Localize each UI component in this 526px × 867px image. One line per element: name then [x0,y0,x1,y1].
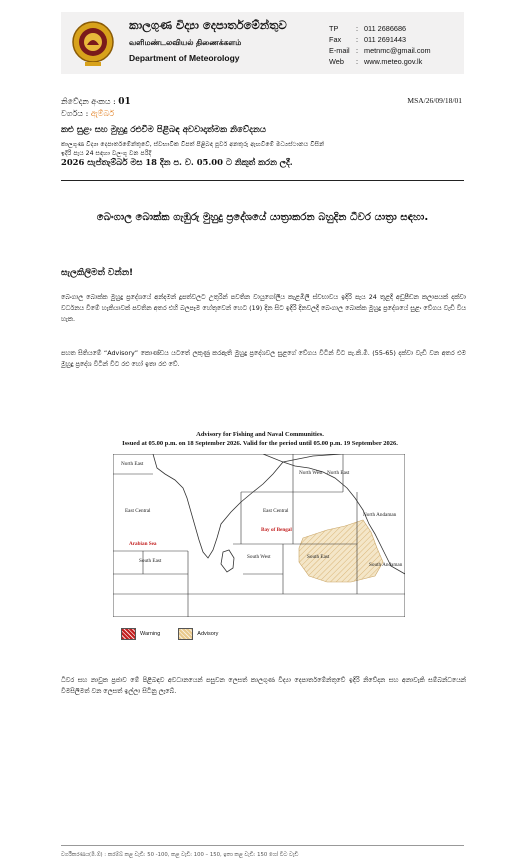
department-name-tamil: வளிமண்டலவியல் திணைக்களம் [129,38,242,47]
label-south-east-arabian: South East [139,558,162,564]
label-east-central-arabian: East Central [125,508,151,514]
label-north-east-bay: North East [327,470,350,476]
label-east-central-bay: East Central [263,508,289,514]
contact-key: Web [329,57,344,66]
bulletin-meta [61,96,131,119]
sri-lanka-emblem-icon [71,18,115,68]
label-arabian-sea: Arabian Sea [129,541,157,547]
contact-key: TP [329,24,339,33]
paragraph-situation: බෙංගාල බොක්ක මුහුදු ප්‍රදේශයේ අන්දමන් දූපත්වලට උතුරින් පවතින වායුගෝලීය කැළඹිලි ස්වභාවය ඉදිරි පැය 24 තුළදී අඩුපීඩන කලාපයක් දක්වා වර්ධනය වීමේ හැකියාවක් පවතින අතර එහි බලපෑම හේතුවෙන් හෙට (19) දින සිට ඉදිරි දිනවලදී බෙංගාල බොක්ක මුහුදු ප්‍රදේශයේ සුළං වේගය වැඩි විය හැක. [61,293,466,323]
bulletin-number: 01 [118,97,131,107]
map-legend [121,628,218,640]
warning-swatch [121,628,136,640]
divider [61,180,464,181]
label-south-andaman: South Andaman [369,562,403,568]
bulletin-title: කළු සුළං සහ මුහුදු රළුවීම පිළිබඳ අවවාදාත්මක නිවේදනය [61,125,267,135]
contact-value[interactable]: metnmc@gmail.com [364,46,431,55]
caution-heading: සැලකිලිමත් වන්න! [61,268,134,278]
contact-email: E-mail : metnmc@gmail.com [329,46,431,55]
map-title [100,431,420,448]
letterhead [61,12,464,74]
footer-divider [61,845,464,846]
contact-block [329,23,431,67]
issue-line-3: 2026 සැප්තැම්බර් මස 18 දින ප. ව. 05.00 ට නිකුත් කරන ලදී. [61,157,293,167]
reference-number: MSA/26/09/18/01 [407,96,462,105]
contact-value: 011 2691443 [364,35,407,44]
department-name-english: Department of Meteorology [129,53,240,63]
label-north-west: North West [299,470,323,476]
contact-fax: Fax : 011 2691443 [329,35,407,44]
label-north-andaman: North Andaman [363,512,397,518]
legend-advisory-label: Advisory [197,631,219,637]
contact-tp: TP : 011 2686686 [329,24,407,33]
category-label: වර්ගය : [61,109,89,118]
bulletin-number-label: නිවේදන අංකය : [61,97,116,106]
label-north-east-arabian: North East [121,461,144,467]
label-south-east-bay: South East [307,554,330,560]
department-name-sinhala: කාලගුණ විද්‍යා දෙපාර්තමේන්තුව [129,18,287,32]
issue-line-1: කාලගුණ විද්‍යා දෙපාර්තමේන්තුවේ, ස්වභාවික විපත් පිළිබඳ පූර්ව අනතුරු ඇඟවීමේ මධ්‍යස්ථානය විසින් [61,141,325,148]
legend-warning-label: Warning [140,631,161,637]
category-value: ඇම්බර් [90,109,115,118]
paragraph-advisory: පහත සිතියමේ “Advisory” කොණ්ඩය යටතේ ලකුණු කරඇති මුහුදු ප්‍රදේශවල සුළගේ වේගය විටින් විට පැ.කි.මී. (55-65) දක්වා වැඩි වන අතර එම මුහුදු ප්‍රදේශ විටින් විට රළු හෝ ඉතා රළු වේ. [61,349,466,368]
issue-line-2: ඉදිරි පැය 24 සඳහා වලංගු වන පරිදි [61,150,152,157]
map-title-line-2: Issued at 05.00 p.m. on 18 September 2026. Valid for the period until 05.00 p.m. 19 September 2026. [122,439,398,447]
headline: බෙංගාල බොක්ක ගැඹුරු මුහුදු ප්‍රදේශයේ යාත්‍රාකරන බහුදින ධීවර යාත්‍රා සඳහා. [96,212,429,223]
footer-classification: වර්ගීකරණය(මී.ඕ) : කරම්බ් කළ වැඩි: 50 -100, කළ වැඩි: 100 – 150, ඉතා කළ වැඩි: 150 ගෝ වීට වැඩි [61,852,299,858]
paragraph-request: ධීවර සහ නාවුක ප්‍රජාව මේ පිළිබඳව අවධානයෙන් පසුවන ලෙසත් කාලගුණ විද්‍යා දෙපාර්තමේන්තුවේ ඉදිරි නිවේදන සහ අනාවැකි සම්බන්ධයෙන් විමසිලිමත් වන ලෙසත් ඉල්ලා සිටිනු ලැබේ. [61,676,466,695]
sea-area-map [113,454,405,617]
contact-value: 011 2686686 [364,24,407,33]
contact-web: Web : www.meteo.gov.lk [329,57,423,66]
contact-key: E-mail [329,46,350,55]
contact-value[interactable]: www.meteo.gov.lk [364,57,423,66]
issue-details [61,140,471,167]
label-south-west-bay: South West [247,554,271,560]
contact-key: Fax [329,35,342,44]
advisory-swatch [178,628,193,640]
label-bay-of-bengal: Bay of Bengal [261,527,292,533]
map-title-line-1: Advisory for Fishing and Naval Communities. [196,431,324,438]
